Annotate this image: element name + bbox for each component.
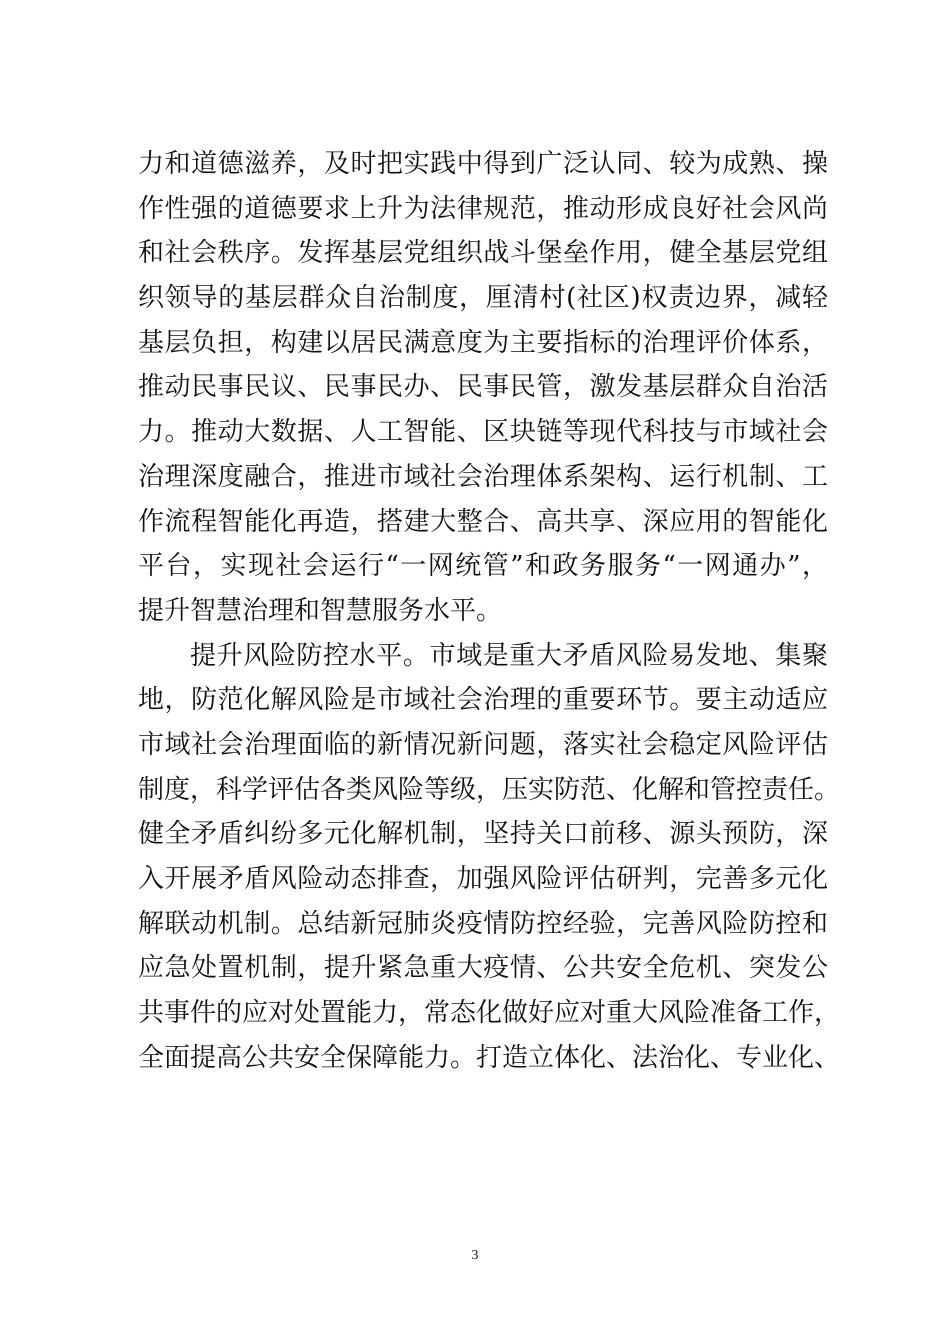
text-line: 力。推动大数据、人工智能、区块链等现代科技与市域社会 <box>138 417 828 448</box>
body-text <box>138 142 841 1080</box>
text-line: 市域社会治理面临的新情况新问题，落实社会稳定风险评估 <box>138 729 828 760</box>
text-line: 制度，科学评估各类风险等级，压实防范、化解和管控责任。 <box>138 774 841 805</box>
text-line: 治理深度融合，推进市域社会治理体系架构、运行机制、工 <box>138 461 828 492</box>
text-line: 全面提高公共安全保障能力。打造立体化、法治化、专业化、 <box>138 1042 841 1073</box>
text-line: 推动民事民议、民事民办、民事民管，激发基层群众自治活 <box>138 372 828 403</box>
text-line: 共事件的应对处置能力，常态化做好应对重大风险准备工作， <box>138 998 841 1029</box>
text-line: 基层负担，构建以居民满意度为主要指标的治理评价体系， <box>138 327 828 358</box>
text-line: 解联动机制。总结新冠肺炎疫情防控经验，完善风险防控和 <box>138 908 828 939</box>
text-line: 织领导的基层群众自治制度，厘清村(社区)权责边界，减轻 <box>138 283 828 314</box>
text-line: 力和道德滋养，及时把实践中得到广泛认同、较为成熟、操 <box>138 149 828 179</box>
paragraph-start-line: 提升风险防控水平。市域是重大矛盾风险易发地、集聚 <box>190 640 828 671</box>
text-line: 应急处置机制，提升紧急重大疫情、公共安全危机、突发公 <box>138 953 828 984</box>
text-line: 入开展矛盾风险动态排查，加强风险评估研判，完善多元化 <box>138 864 828 894</box>
text-line: 平台，实现社会运行“一网统管”和政务服务“一网通办”， <box>138 551 828 582</box>
text-line: 地，防范化解风险是市域社会治理的重要环节。要主动适应 <box>138 685 828 716</box>
text-line: 作流程智能化再造，搭建大整合、高共享、深应用的智能化 <box>138 506 828 537</box>
text-line: 健全矛盾纠纷多元化解机制，坚持关口前移、源头预防，深 <box>138 819 828 850</box>
page-number: 3 <box>471 1248 479 1263</box>
text-line: 提升智慧治理和智慧服务水平。 <box>138 595 503 626</box>
text-line: 作性强的道德要求上升为法律规范，推动形成良好社会风尚 <box>138 193 828 224</box>
text-line: 和社会秩序。发挥基层党组织战斗堡垒作用，健全基层党组 <box>138 238 828 269</box>
